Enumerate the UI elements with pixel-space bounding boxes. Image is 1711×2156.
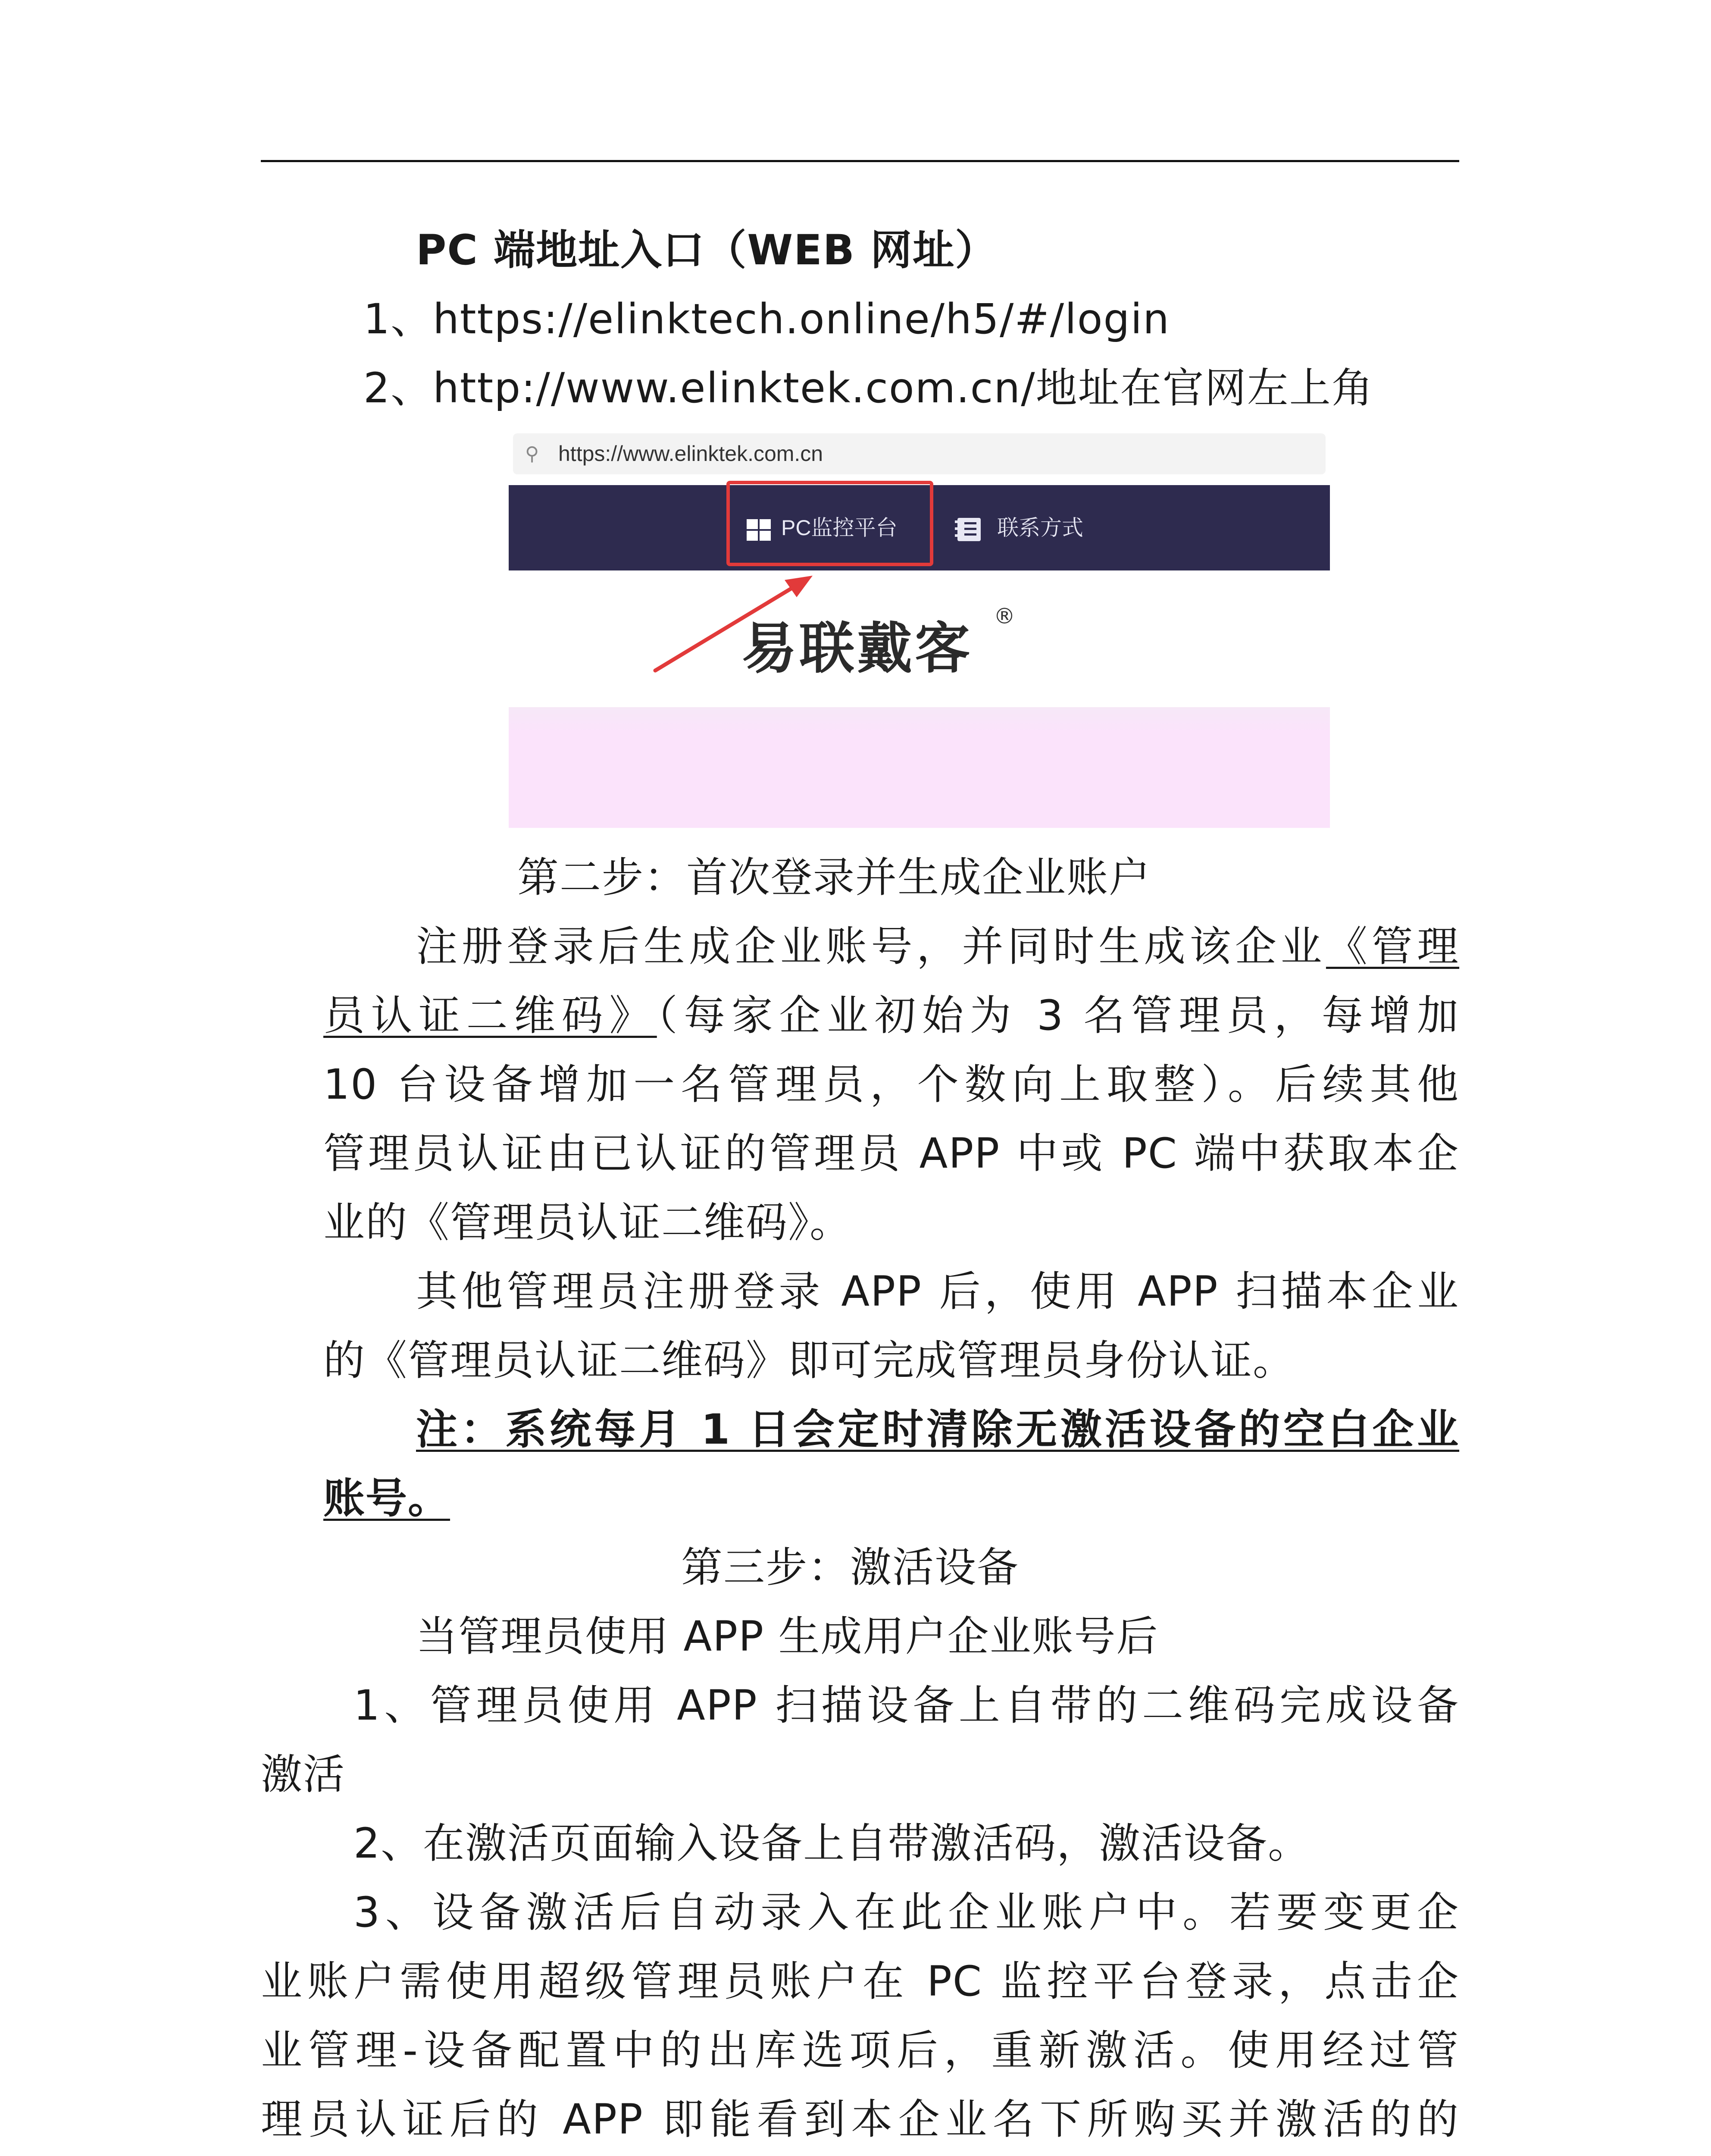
note-line1: 注：系统每月 1 日会定时清除无激活设备的空白企业 [416, 1405, 1459, 1454]
step2-p1-line4: 管理员认证由已认证的管理员 APP 中或 PC 端中获取本企 [323, 1129, 1459, 1178]
website-screenshot-figure [509, 431, 1330, 828]
step3-item1-line1: 1、管理员使用 APP 扫描设备上自带的二维码完成设备 [353, 1681, 1459, 1730]
step3-title: 第三步：激活设备 [681, 1543, 1019, 1592]
link-website[interactable]: 2、http://www.elinktek.com.cn/地址在官网左上角 [363, 364, 1374, 412]
nav-contact-label: 联系方式 [997, 516, 1083, 540]
step3-item3-line2: 业账户需使用超级管理员账户在 PC 监控平台登录，点击企 [261, 1957, 1459, 2006]
qr-doc-ref: 《管理 [1326, 922, 1460, 971]
step3-item1-line2: 激活 [261, 1750, 345, 1799]
step3-item3-line4: 理员认证后的 APP 即能看到本企业名下所购买并激活的的 [261, 2095, 1459, 2143]
step2-p1-line1: 注册登录后生成企业账号，并同时生成该企业《管理 [416, 922, 1460, 971]
step2-p1-line2: 员认证二维码》（每家企业初始为 3 名管理员，每增加 [323, 991, 1460, 1040]
section-heading: PC 端地址入口（WEB 网址） [416, 226, 998, 274]
brand-logo-text: 易联戴客 [741, 617, 973, 681]
step3-intro: 当管理员使用 APP 生成用户企业账号后 [416, 1612, 1159, 1661]
search-icon: ⚲ [525, 443, 539, 464]
url-text: https://www.elinktek.com.cn [558, 442, 823, 466]
banner-area [509, 707, 1330, 828]
step2-p2-line1: 其他管理员注册登录 APP 后，使用 APP 扫描本企业 [416, 1267, 1459, 1316]
step2-p1-line5: 业的《管理员认证二维码》。 [323, 1198, 852, 1247]
link-login[interactable]: 1、https://elinktech.online/h5/#/login [363, 295, 1170, 343]
step3-item3-line3: 业管理-设备配置中的出库选项后，重新激活。使用经过管 [261, 2026, 1459, 2075]
header-rule [261, 160, 1459, 162]
nav-pc-label: PC监控平台 [781, 516, 898, 540]
step2-p1-line3: 10 台设备增加一名管理员，个数向上取整）。后续其他 [323, 1060, 1459, 1109]
qr-doc-ref-cont: 员认证二维码》 [323, 991, 657, 1040]
note-line2: 账号。 [323, 1474, 450, 1523]
step2-title: 第二步：首次登录并生成企业账户 [517, 853, 1151, 902]
step3-item3-line5 [261, 2154, 1459, 2156]
step3-item3-line1: 3、设备激活后自动录入在此企业账户中。若要变更企 [353, 1888, 1459, 1937]
registered-mark: ® [994, 604, 1015, 629]
step2-p2-line2: 的《管理员认证二维码》即可完成管理员身份认证。 [323, 1336, 1295, 1385]
step3-item2: 2、在激活页面输入设备上自带激活码，激活设备。 [353, 1819, 1311, 1868]
